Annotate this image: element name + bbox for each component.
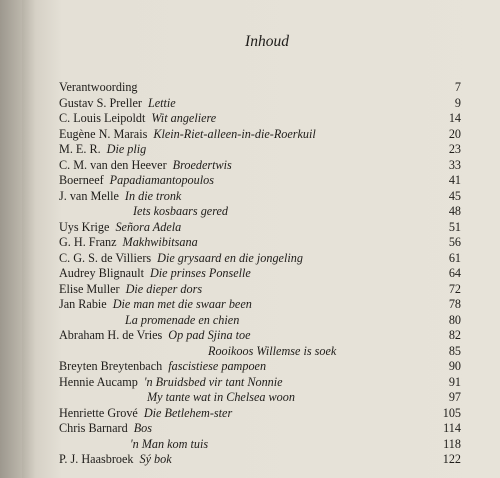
toc-page-number: 14: [448, 111, 461, 125]
toc-entry: [59, 375, 461, 391]
toc-entry: [59, 235, 461, 251]
toc-work-title: Die Betlehem-ster: [143, 405, 233, 420]
toc-author: C. M. van den Heever: [59, 157, 167, 172]
toc-page-number: 118: [443, 436, 461, 451]
toc-page-number: 56: [448, 235, 461, 249]
toc-entry: [59, 359, 461, 375]
book-spine-shadow: [0, 0, 22, 478]
toc-work-title: Klein-Riet-alleen-in-die-Roerkuil: [153, 126, 316, 141]
toc-work-title: Die grysaard en die jongeling: [157, 250, 303, 265]
toc-entry: [59, 406, 461, 422]
toc-author: Elise Muller: [59, 281, 120, 296]
toc-author: J. van Melle: [59, 188, 119, 203]
toc-author: Henriette Grové: [59, 405, 138, 420]
toc-entry: [59, 220, 461, 236]
toc-author: M. E. R.: [59, 142, 101, 156]
toc-work-title: La promenade en chien: [125, 312, 240, 327]
toc-page-number: 7: [454, 80, 461, 94]
toc-page-number: 45: [448, 188, 461, 203]
toc-page-number: 48: [448, 204, 461, 218]
toc-page-number: 90: [448, 359, 461, 373]
toc-author: Chris Barnard: [59, 421, 128, 435]
toc-author: Breyten Breytenbach: [59, 359, 163, 373]
toc-work-title: Die man met die swaar been: [112, 297, 252, 311]
toc-entry: [59, 173, 461, 189]
toc-work-title: Bos: [133, 421, 152, 435]
toc-work-title: Rooikoos Willemse is soek: [208, 343, 337, 358]
toc-work-title: Makhwibitsana: [122, 235, 198, 249]
toc-page-number: 82: [448, 328, 461, 342]
toc-work-title: Die plig: [106, 142, 147, 156]
toc-entry: [59, 390, 461, 406]
toc-entry: [59, 266, 461, 282]
toc-work-title: 'n Bruidsbed vir tant Nonnie: [143, 374, 283, 389]
toc-author: Gustav S. Preller: [59, 95, 142, 110]
toc-page-number: 72: [448, 281, 461, 296]
toc-entry: [59, 282, 461, 298]
toc-page-number: 51: [448, 219, 461, 234]
toc-entry: [59, 328, 461, 344]
page-title: Inhoud: [245, 33, 289, 50]
toc-author: Jan Rabie: [59, 297, 107, 311]
toc-work-title: Die prinses Ponselle: [149, 266, 251, 280]
toc-work-title: My tante wat in Chelsea woon: [147, 390, 295, 404]
toc-entry: [59, 251, 461, 267]
toc-author: Eugène N. Marais: [59, 126, 148, 141]
toc-work-title: Sý bok: [139, 452, 172, 466]
toc-entry: [59, 158, 461, 174]
toc-entry: [59, 452, 461, 468]
toc-entry: [59, 313, 461, 329]
toc-author: Uys Krige: [59, 219, 110, 234]
toc-author: Hennie Aucamp: [59, 374, 138, 389]
toc-page-number: 33: [448, 157, 461, 172]
toc-entry: [59, 421, 461, 437]
toc-page-number: 105: [442, 405, 461, 420]
toc-work-title: Broedertwis: [172, 157, 232, 172]
toc-author: G. H. Franz: [59, 235, 117, 249]
toc-work-title: Señora Adela: [115, 219, 182, 234]
toc-work-title: fascistiese pampoen: [168, 359, 267, 373]
toc-entry: [59, 344, 461, 360]
toc-page-number: 61: [448, 250, 461, 265]
toc-page-number: 114: [443, 421, 461, 435]
toc-author: P. J. Haasbroek: [59, 452, 134, 466]
toc-work-title: Die dieper dors: [125, 281, 203, 296]
toc-page-number: 91: [448, 374, 461, 389]
toc-page-number: 85: [448, 343, 461, 358]
toc-entry: [59, 111, 461, 127]
toc-author: Boerneef: [59, 173, 104, 187]
toc-entry: [59, 297, 461, 313]
toc-page-number: 122: [442, 452, 461, 466]
toc-work-title: Papadiamantopoulos: [109, 173, 214, 187]
toc-page-number: 23: [448, 142, 461, 156]
toc-page-number: 20: [448, 126, 461, 141]
toc-entry: [59, 127, 461, 143]
toc-page-number: 41: [448, 173, 461, 187]
toc-page-number: 9: [454, 95, 461, 110]
toc-work-title: In die tronk: [124, 188, 182, 203]
toc-work-title: 'n Man kom tuis: [130, 436, 209, 451]
toc-author: Abraham H. de Vries: [59, 328, 163, 342]
toc-work-title: Iets kosbaars gered: [133, 204, 229, 218]
toc-entry: [59, 189, 461, 205]
toc-work-title: Wit angeliere: [151, 111, 217, 125]
toc-entry: [59, 142, 461, 158]
toc-work-title: Op pad Sjina toe: [168, 328, 251, 342]
toc-page-number: 97: [448, 390, 461, 404]
toc-author: Audrey Blignault: [59, 266, 144, 280]
toc-entry: [59, 80, 461, 96]
toc-author: Verantwoording: [59, 80, 138, 94]
table-of-contents: [59, 80, 461, 468]
toc-entry: [59, 96, 461, 112]
toc-page-number: 80: [448, 312, 461, 327]
toc-work-title: Lettie: [147, 95, 176, 110]
toc-page-number: 78: [448, 297, 461, 311]
toc-entry: [59, 204, 461, 220]
toc-author: C. G. S. de Villiers: [59, 250, 152, 265]
toc-author: C. Louis Leipoldt: [59, 111, 146, 125]
toc-entry: [59, 437, 461, 453]
toc-page-number: 64: [448, 266, 461, 280]
